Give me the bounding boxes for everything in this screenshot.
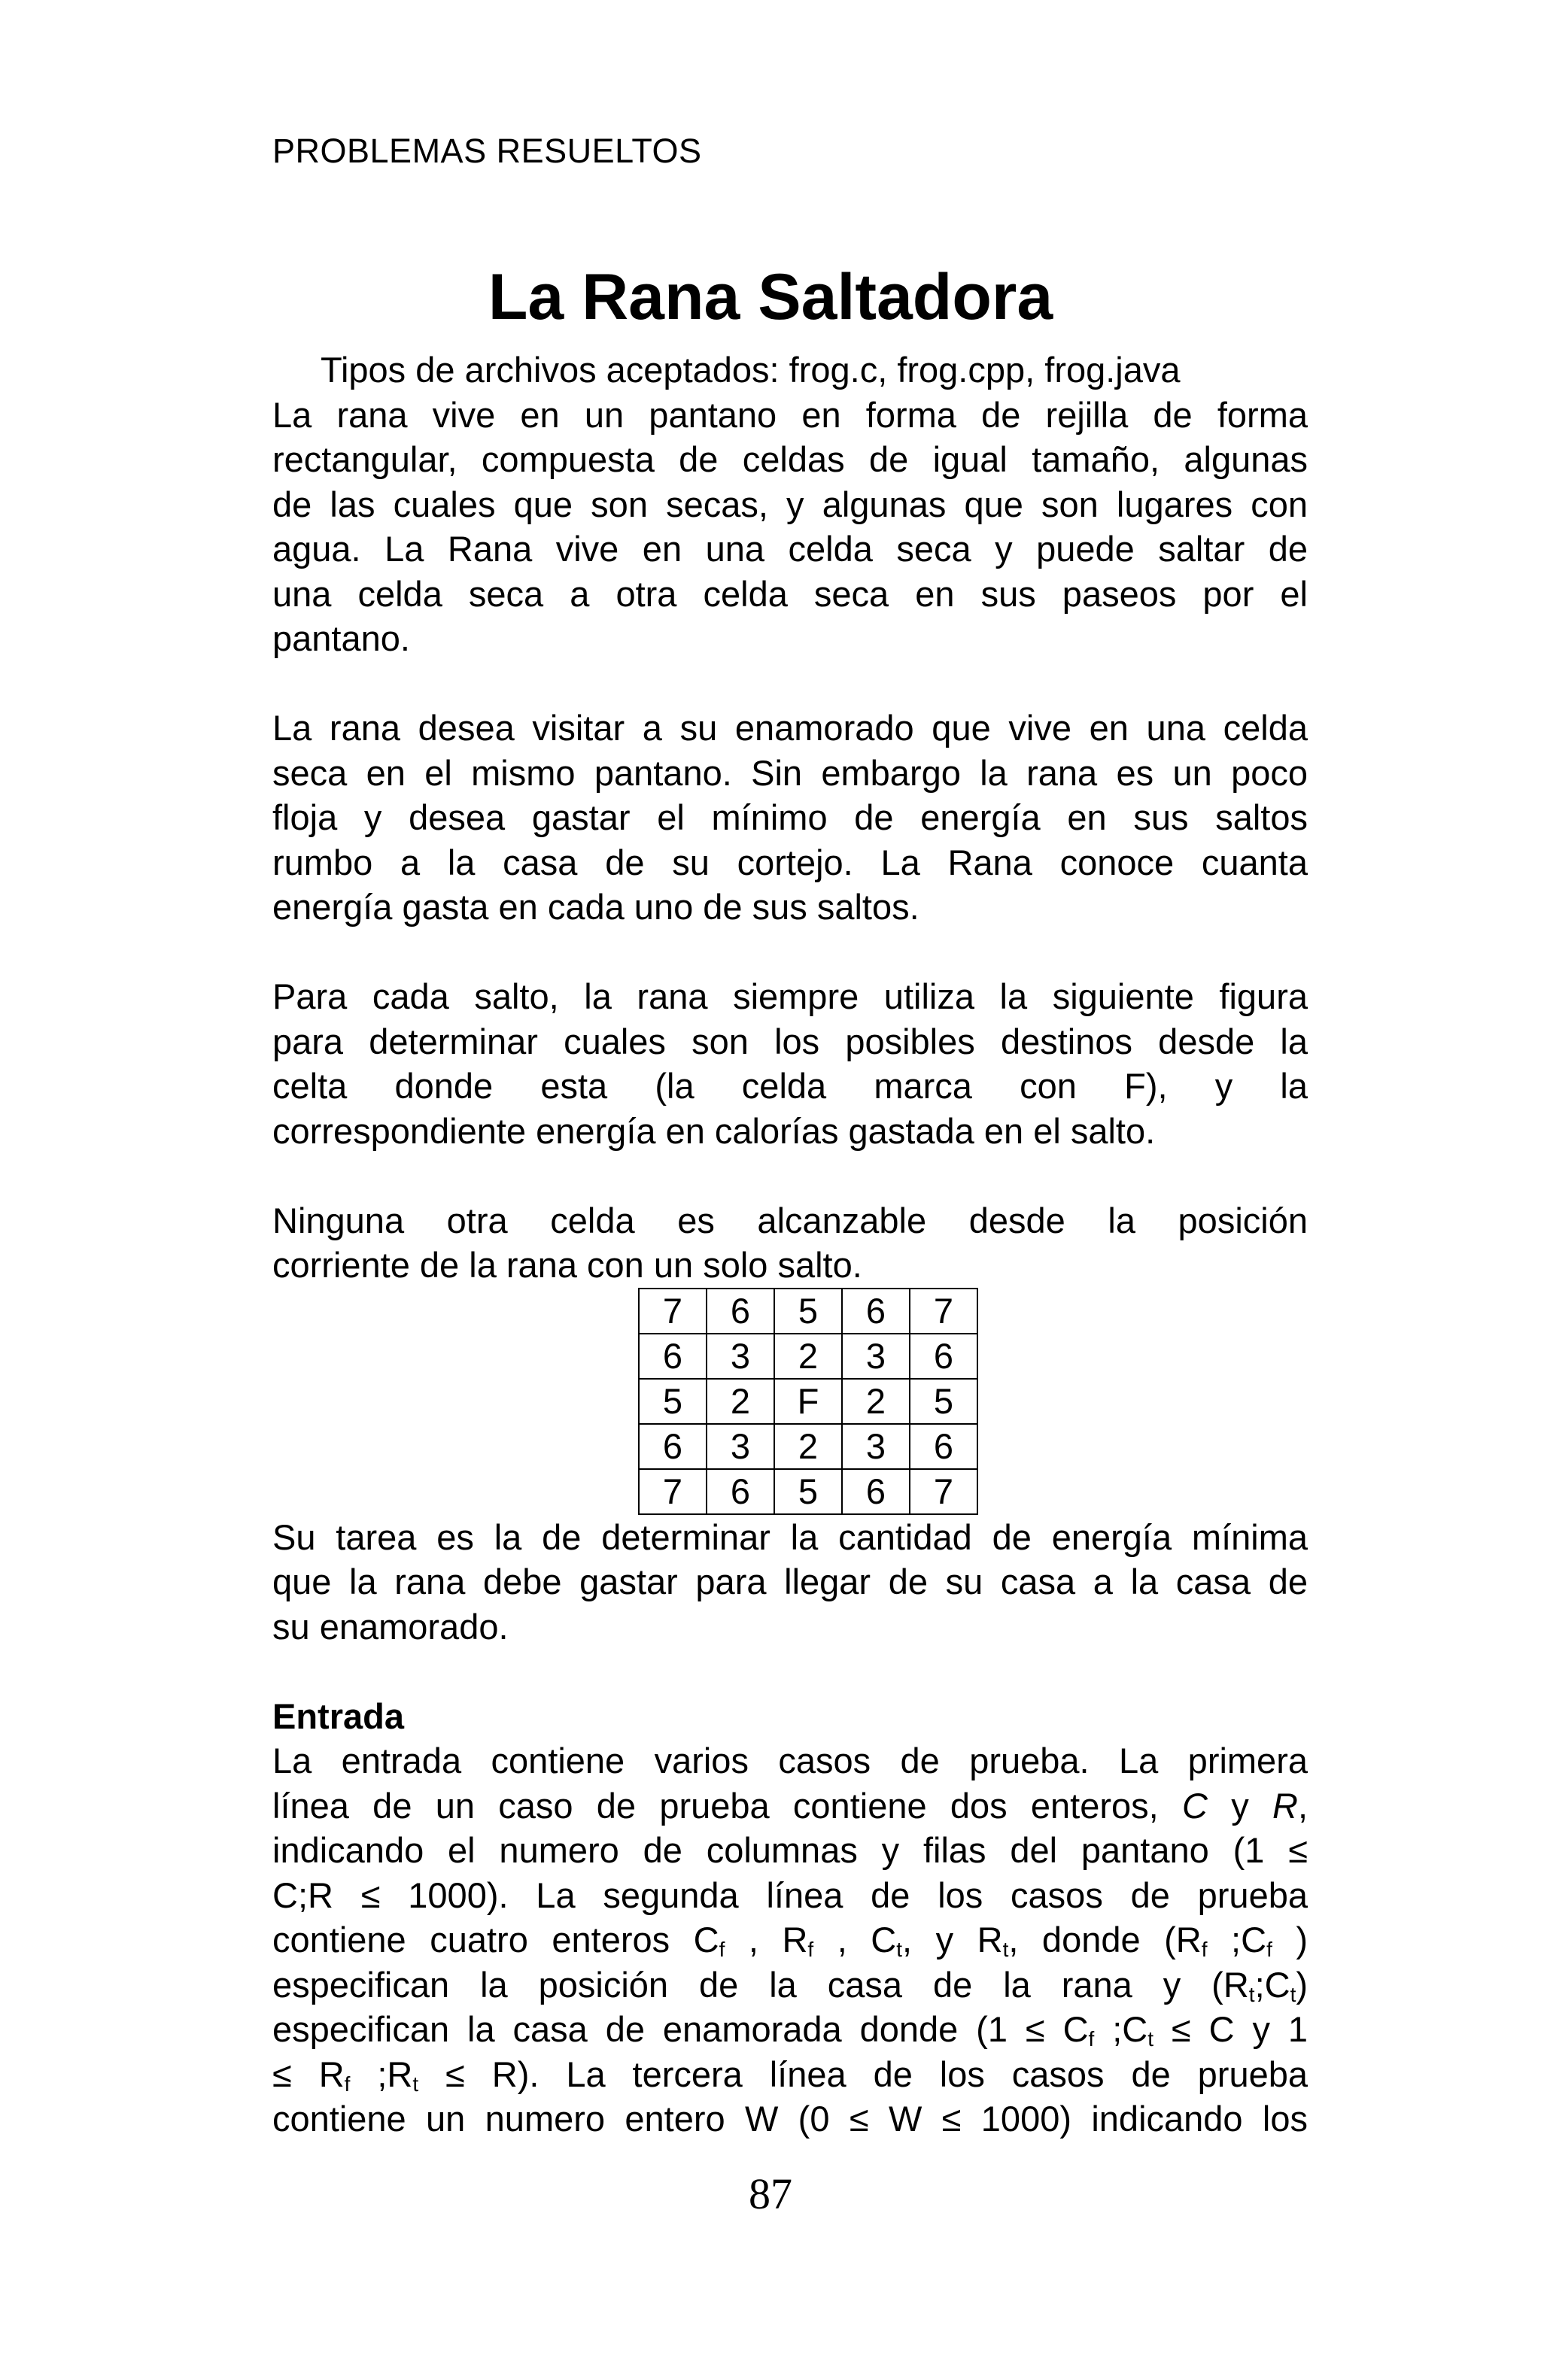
paragraph-1-line: rectangular, compuesta de celdas de igual tamaño, algunas — [272, 439, 1308, 479]
grid-cell: 6 — [910, 1424, 977, 1469]
entrada-line: C;R ≤ 1000). La segunda línea de los casos de prueba — [272, 1875, 1308, 1915]
paragraph-1-line: una celda seca a otra celda seca en sus paseos por el — [272, 573, 1308, 614]
paragraph-3-line: Para cada salto, la rana siempre utiliza la siguiente figura — [272, 976, 1308, 1016]
grid-cell: 6 — [842, 1469, 910, 1514]
paragraph-3-line: para determinar cuales son los posibles destinos desde la — [272, 1021, 1308, 1061]
paragraph-2-line: La rana desea visitar a su enamorado que vive en una celda — [272, 708, 1308, 748]
grid-cell: 2 — [707, 1379, 774, 1424]
entrada-line: contiene un numero entero W (0 ≤ W ≤ 1000) indicando los — [272, 2099, 1308, 2139]
paragraph-2-line: floja y desea gastar el mínimo de energía en sus saltos — [272, 797, 1308, 837]
entrada-heading: Entrada — [272, 1695, 404, 1736]
problem-title: La Rana Saltadora — [488, 261, 1053, 333]
energy-grid-wrapper — [272, 1288, 1308, 1515]
grid-row — [639, 1379, 977, 1424]
paragraph-5-line: Su tarea es la de determinar la cantidad de energía mínima — [272, 1516, 1308, 1557]
grid-cell: 6 — [639, 1334, 707, 1379]
entrada-line: línea de un caso de prueba contiene dos enteros, C y R, — [272, 1785, 1308, 1826]
paragraph-1-line: La rana vive en un pantano en forma de rejilla de forma — [272, 394, 1308, 435]
page-number: 87 — [749, 2169, 792, 2218]
grid-cell: 5 — [774, 1469, 842, 1514]
grid-row — [639, 1289, 977, 1334]
entrada-line: especifican la casa de enamorada donde ($1 \le C_f$ $;C_t \le C$ y 1 — [272, 2009, 1308, 2051]
grid-row — [639, 1424, 977, 1469]
grid-cell-frog: F — [774, 1379, 842, 1424]
paragraph-1-line: agua. La Rana vive en una celda seca y puede saltar de — [272, 529, 1308, 569]
grid-cell: 2 — [842, 1379, 910, 1424]
paragraph-2-line: rumbo a la casa de su cortejo. La Rana conoce cuanta — [272, 842, 1308, 882]
grid-cell: 3 — [842, 1334, 910, 1379]
grid-cell: 6 — [639, 1424, 707, 1469]
grid-cell: 6 — [910, 1334, 977, 1379]
grid-cell: 5 — [639, 1379, 707, 1424]
grid-cell: 3 — [707, 1334, 774, 1379]
grid-cell: 5 — [774, 1289, 842, 1334]
grid-cell: 2 — [774, 1424, 842, 1469]
paragraph-4-line: corriente de la rana con un solo salto. — [272, 1245, 862, 1285]
paragraph-5-line: su enamorado. — [272, 1606, 509, 1647]
grid-cell: 7 — [910, 1289, 977, 1334]
grid-row — [639, 1469, 977, 1514]
entrada-line: contiene cuatro enteros $C_f$ , $R_f$ , $C_t$, y $R_t$, donde ($R_f$ $;C_f$ ) — [272, 1920, 1308, 1961]
running-header: PROBLEMAS RESUELTOS — [272, 132, 702, 170]
entrada-line: La entrada contiene varios casos de prueba. La primera — [272, 1741, 1308, 1780]
paragraph-4-line: Ninguna otra celda es alcanzable desde la posición — [272, 1200, 1308, 1240]
problem-body — [272, 348, 1308, 2142]
grid-cell: 3 — [707, 1424, 774, 1469]
grid-cell: 5 — [910, 1379, 977, 1424]
file-types-line: Tipos de archivos aceptados: frog.c, frog.cpp, frog.java — [321, 350, 1181, 390]
grid-cell: 6 — [707, 1289, 774, 1334]
entrada-line: ≤ $R_f$ $;R_t \le R$). La tercera línea de los casos de prueba — [272, 2054, 1308, 2096]
grid-cell: 7 — [639, 1289, 707, 1334]
paragraph-1-line: pantano. — [272, 618, 410, 658]
paragraph-3-line: celta donde esta (la celda marca con F), y la — [272, 1066, 1308, 1106]
energy-grid — [638, 1288, 978, 1515]
grid-row — [639, 1334, 977, 1379]
entrada-line: especifican la posición de la casa de la rana y $(R_t;C_t)$ — [272, 1964, 1308, 2006]
entrada-line: indicando el numero de columnas y filas del pantano (1 ≤ — [272, 1830, 1308, 1870]
paragraph-3-line: correspondiente energía en calorías gastada en el salto. — [272, 1110, 1156, 1151]
grid-cell: 7 — [639, 1469, 707, 1514]
grid-cell: 7 — [910, 1469, 977, 1514]
grid-cell: 6 — [707, 1469, 774, 1514]
paragraph-2-line: energía gasta en cada uno de sus saltos. — [272, 887, 919, 927]
paragraph-5-line: que la rana debe gastar para llegar de su casa a la casa de — [272, 1562, 1308, 1601]
paragraph-2-line: seca en el mismo pantano. Sin embargo la rana es un poco — [272, 752, 1308, 793]
paragraph-1-line: de las cuales que son secas, y algunas que son lugares con — [272, 484, 1308, 524]
grid-cell: 6 — [842, 1289, 910, 1334]
grid-cell: 3 — [842, 1424, 910, 1469]
grid-cell: 2 — [774, 1334, 842, 1379]
